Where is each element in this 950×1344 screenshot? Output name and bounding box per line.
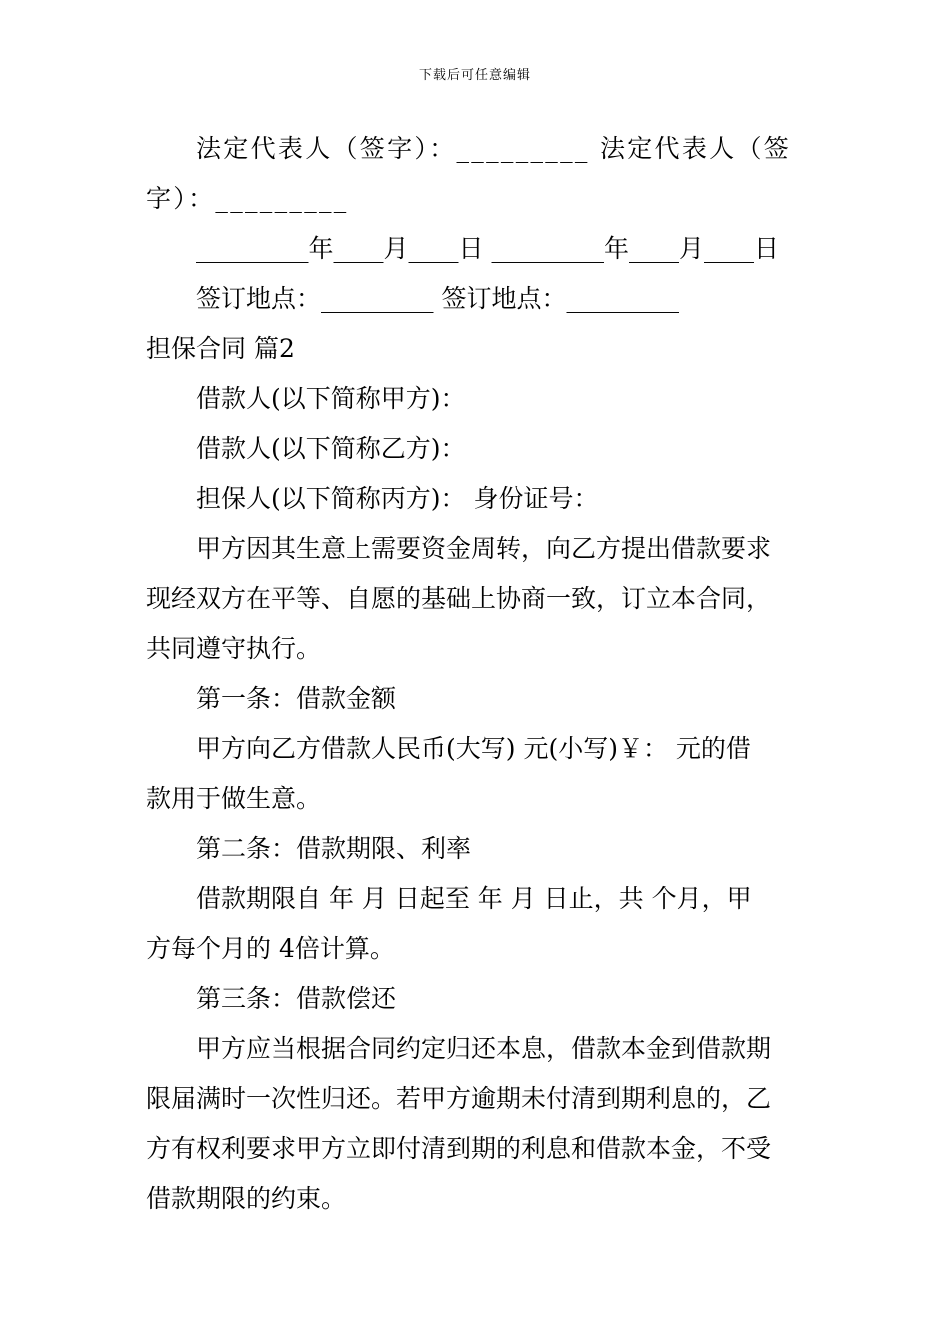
paragraph-line: 限届满时一次性归还。若甲方逾期未付清到期利息的，乙	[146, 1084, 772, 1113]
party-b-line: 借款人(以下简称乙方)：	[196, 434, 466, 463]
paragraph-line: 共同遵守执行。	[146, 634, 322, 663]
paragraph-line: 甲方向乙方借款人民币(大写) 元(小写)￥： 元的借	[196, 734, 751, 763]
paragraph-line: 借款期限的约束。	[146, 1184, 347, 1213]
paragraph-line: 借款期限自 年 月 日起至 年 月 日止，共 个月，甲	[196, 884, 752, 913]
paragraph-line: 款用于做生意。	[146, 784, 322, 813]
paragraph-line: 方每个月的 4倍计算。	[146, 934, 395, 963]
page-header: 下载后可任意编辑	[418, 68, 531, 83]
paragraph-line: 现经双方在平等、自愿的基础上协商一致，订立本合同，	[146, 584, 772, 613]
article-1-heading: 第一条：借款金额	[196, 684, 397, 713]
paragraph-line: 甲方因其生意上需要资金周转，向乙方提出借款要求	[196, 534, 772, 563]
signature-line-cont: 字）：_________	[146, 184, 349, 213]
article-2-heading: 第二条：借款期限、利率	[196, 834, 472, 863]
party-a-line: 借款人(以下简称甲方)：	[196, 384, 466, 413]
guarantor-line: 担保人(以下简称丙方)： 身份证号：	[196, 484, 599, 513]
signing-place-line: 签订地点：_________ 签订地点：_________	[196, 284, 679, 313]
paragraph-line: 方有权利要求甲方立即付清到期的利息和借款本金，不受	[146, 1134, 772, 1163]
signature-line: 法定代表人（签字）：_________ 法定代表人（签	[196, 134, 792, 163]
date-line: _________年____月____日 _________年____月____日	[196, 234, 779, 263]
paragraph-line: 甲方应当根据合同约定归还本息，借款本金到借款期	[196, 1034, 772, 1063]
article-3-heading: 第三条：借款偿还	[196, 984, 397, 1013]
section-title: 担保合同 篇2	[146, 334, 295, 363]
